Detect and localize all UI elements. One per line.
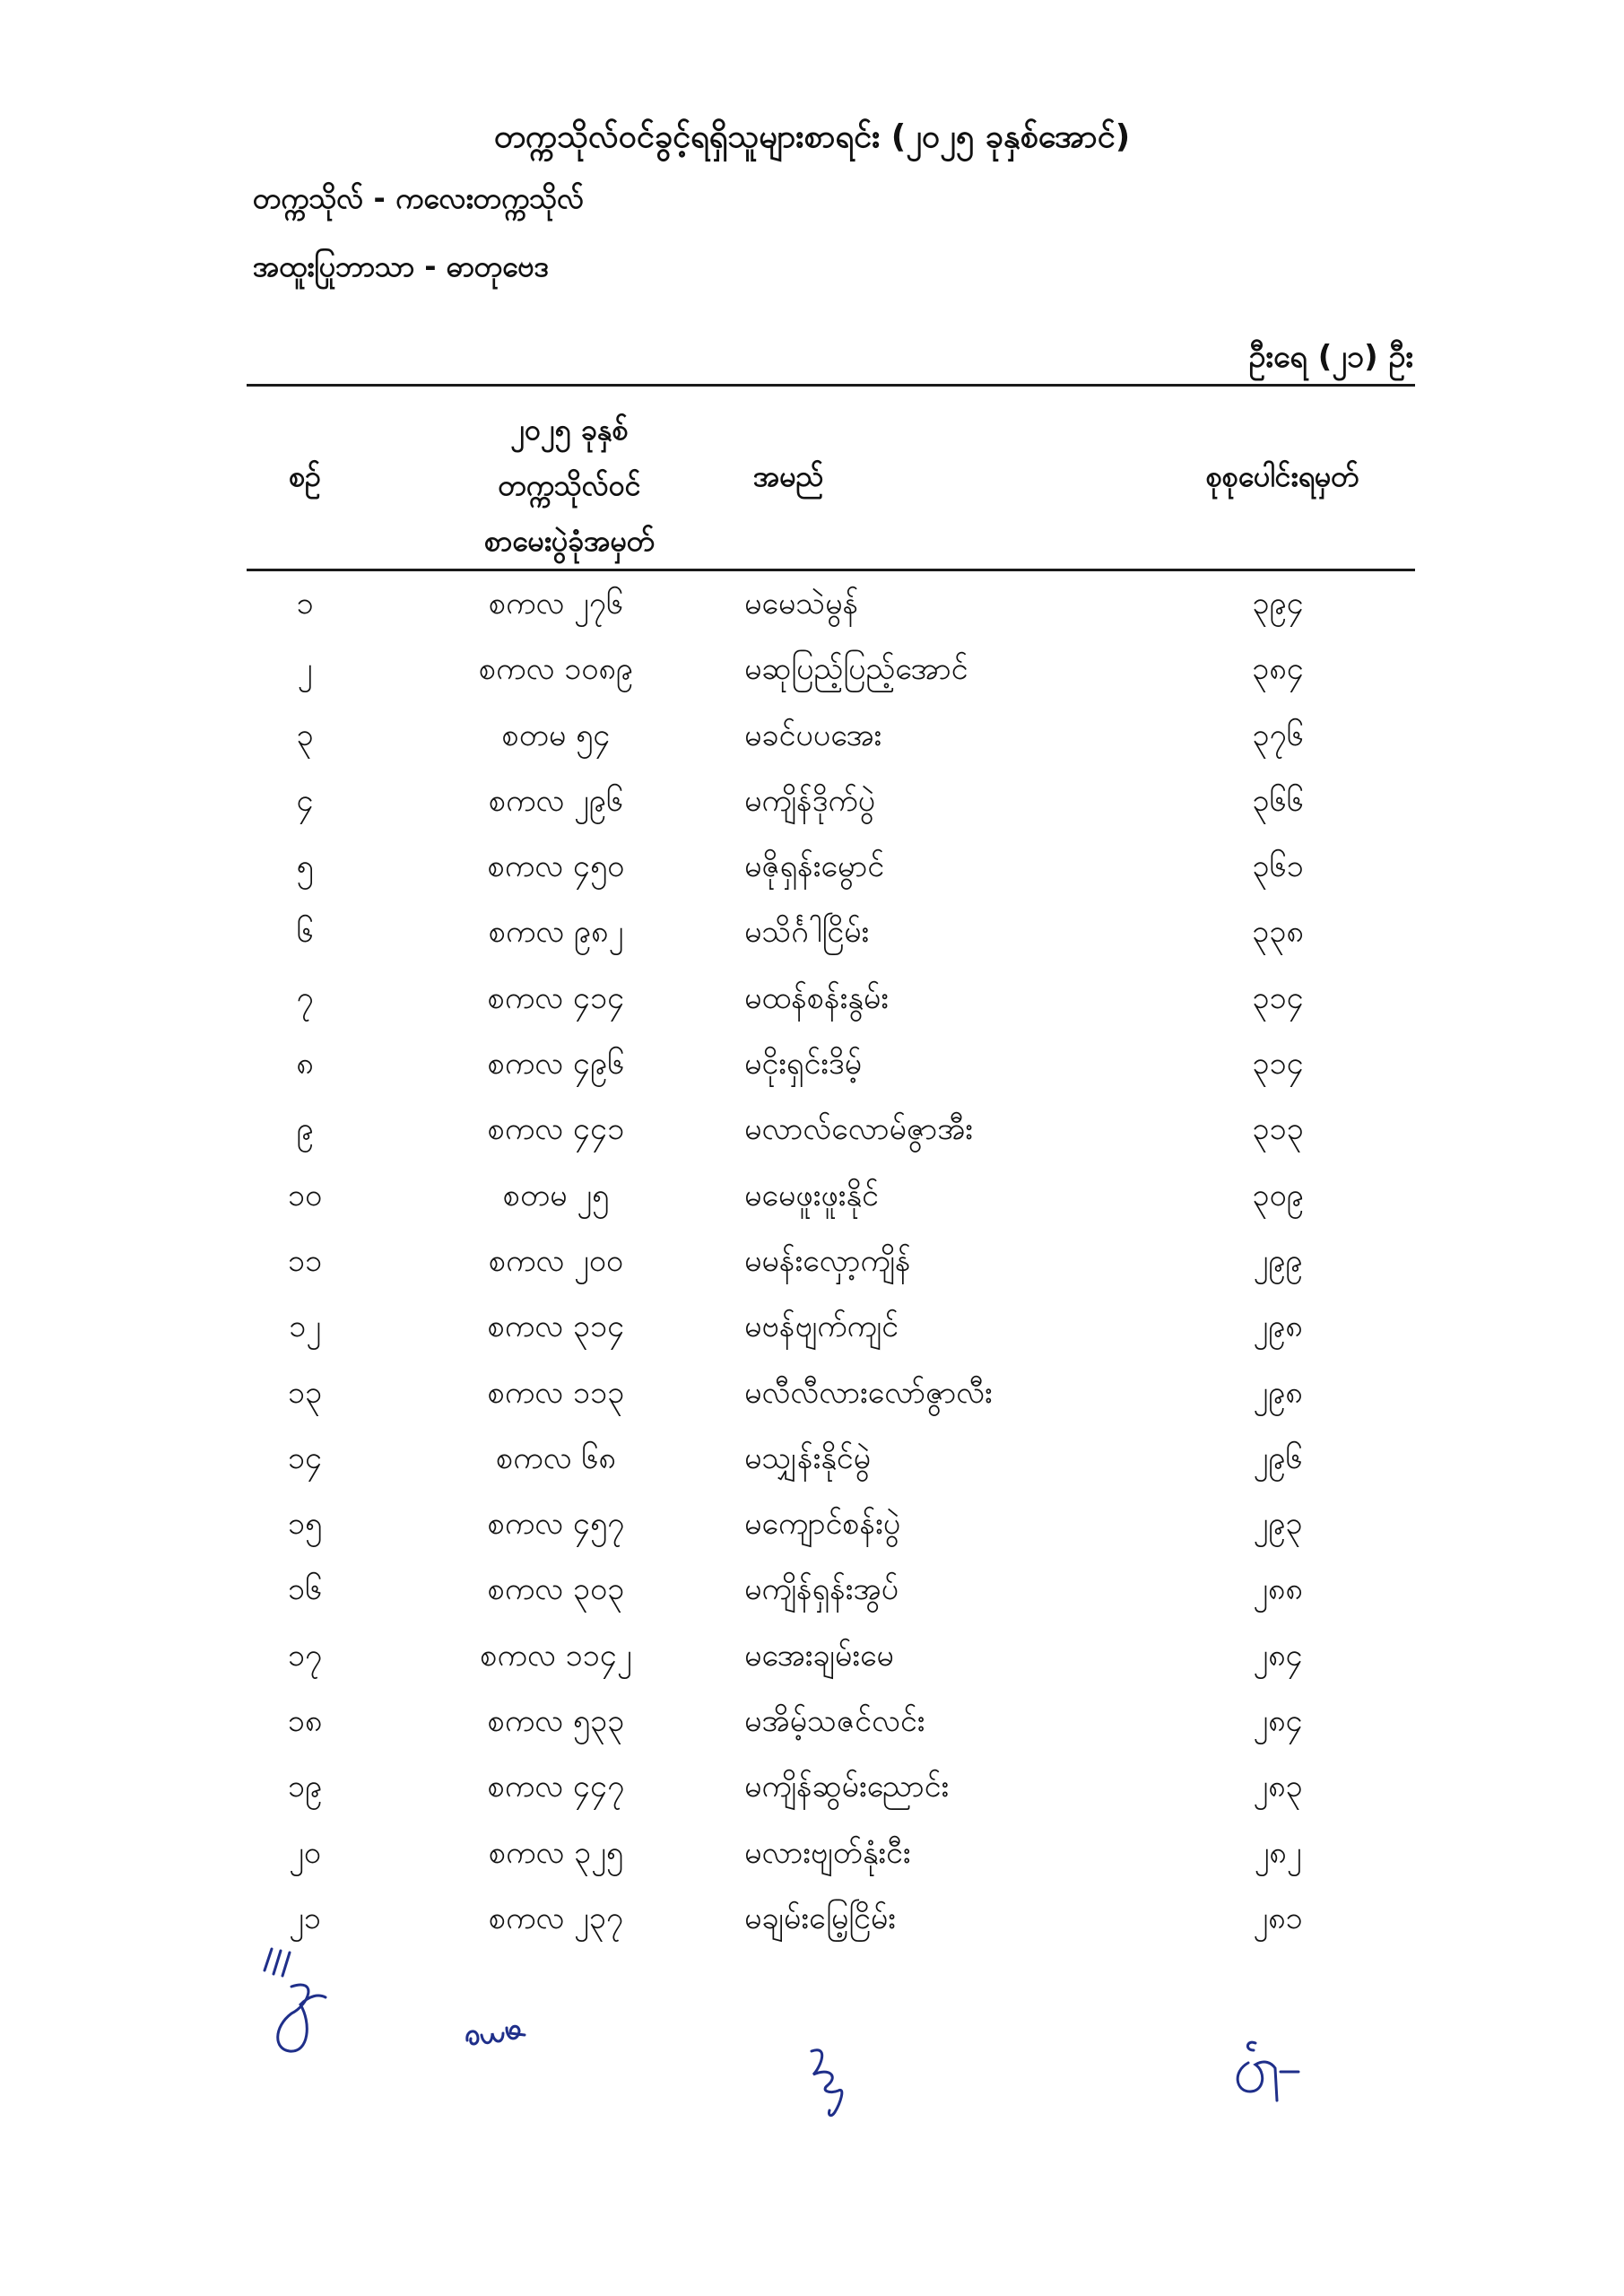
cell-serial: ၉ [296,1111,314,1148]
header-roll-line1: ၂၀၂၅ ခုနှစ် [510,413,629,447]
cell-roll-number: စကလ ၄၅၀ [487,848,625,885]
cell-roll-number: စကလ ၂၉၆ [488,782,624,819]
cell-roll-number: စကလ ၁၁၃ [487,1374,625,1411]
cell-roll-number: စကလ ၄၅၇ [487,1506,625,1543]
cell-name: မလာလ်လောမ်ဇွာအီး [744,1111,973,1148]
cell-roll-number: စကလ ၄၉၆ [487,1046,625,1083]
cell-name: မခင်ပပအေး [744,717,882,753]
cell-serial: ၁၈ [287,1703,323,1740]
cell-score: ၃၆၆ [1252,782,1304,819]
cell-score: ၂၈၄ [1253,1703,1303,1740]
cell-serial: ၃ [296,717,314,753]
cell-roll-number: စကလ ၄၄၇ [487,1769,625,1805]
header-roll-line3: စာမေးပွဲခုံအမှတ် [484,524,655,558]
table-row [0,1166,1624,1231]
cell-serial: ၁၄ [287,1439,323,1476]
signature-2 [462,2013,534,2054]
cell-name: မမန်းလှော့ကျိန် [744,1242,911,1279]
table-row [0,1692,1624,1757]
cell-score: ၃၁၃ [1252,1111,1304,1148]
signature-1 [256,1942,354,2058]
cell-score: ၃၈၄ [1252,651,1304,688]
header-name: အမည် [753,459,824,493]
cell-serial: ၂၀ [289,1834,321,1871]
cell-serial: ၁၅ [287,1506,323,1543]
header-serial: စဉ် [289,459,321,493]
cell-name: မလီလီလားလော်ဇွာလီး [744,1374,993,1411]
cell-roll-number: စကလ ၄၁၄ [487,979,625,1016]
cell-roll-number: စကလ ၂၃၇ [488,1900,624,1936]
cell-score: ၂၉၈ [1253,1374,1303,1411]
cell-roll-number: စကလ ၃၂၅ [488,1834,624,1871]
cell-serial: ၁ [296,586,314,622]
table-row [0,1889,1624,1954]
cell-score: ၂၈၈ [1253,1571,1303,1608]
cell-roll-number: စကလ ၃၁၄ [487,1309,625,1345]
table-row [0,969,1624,1034]
cell-serial: ၁၃ [287,1374,323,1411]
table-row [0,837,1624,902]
cell-name: မဗန်ဗျက်ကျင် [744,1309,899,1345]
cell-roll-number: စတမ ၂၅ [502,1177,610,1213]
cell-name: မကျိန်ရှန်းအွပ် [744,1571,899,1608]
cell-roll-number: စတမ ၅၄ [501,717,611,753]
cell-serial: ၅ [296,848,314,885]
total-count: ဦးရေ (၂၁) ဦး [1248,339,1413,375]
table-row [0,1034,1624,1100]
table-body [0,574,1624,1954]
signature-3 [803,2040,865,2121]
cell-serial: ၁၂ [289,1309,321,1345]
table-row [0,1757,1624,1822]
cell-score: ၂၈၁ [1253,1900,1303,1936]
cell-serial: ၁၆ [287,1571,323,1608]
cell-score: ၂၈၃ [1253,1769,1303,1805]
cell-roll-number: စကလ ၃၀၃ [487,1571,625,1608]
cell-serial: ၂၁ [289,1900,321,1936]
table-row [0,1231,1624,1297]
cell-score: ၃၇၆ [1252,717,1304,753]
header-roll-line2: တက္ကသိုလ်ဝင် [498,468,641,502]
cell-roll-number: စကလ ၂၇၆ [488,586,624,622]
cell-name: မသျှန်းနိုင်မွဲ [744,1439,872,1476]
table-row [0,574,1624,639]
cell-roll-number: စကလ ၁၁၄၂ [480,1637,632,1674]
cell-score: ၂၉၈ [1253,1309,1303,1345]
table-top-rule [247,384,1415,387]
table-row [0,1429,1624,1494]
cell-roll-number: စကလ ၂၀၀ [488,1242,624,1279]
cell-serial: ၄ [296,782,314,819]
cell-name: မသိင်္ဂါငြိမ်း [744,914,870,951]
cell-serial: ၆ [296,914,314,951]
table-row [0,1494,1624,1560]
cell-name: မလားဗျတ်နုံးငီး [744,1834,911,1871]
cell-serial: ၇ [296,979,314,1016]
university-label: တက္ကသိုလ် - ကလေးတက္ကသိုလ် [253,181,585,215]
cell-score: ၂၉၃ [1253,1506,1303,1543]
cell-name: မထန်စန်းနွမ်း [744,979,889,1016]
cell-roll-number: စကလ ၆၈ [496,1439,616,1476]
cell-score: ၃၉၄ [1252,586,1304,622]
cell-roll-number: စကလ ၉၈၂ [488,914,624,951]
table-row [0,1626,1624,1692]
subject-label: အထူးပြုဘာသာ - ဓာတုဗေဒ [253,249,550,283]
cell-score: ၂၈၂ [1254,1834,1302,1871]
header-total-score: စုစုပေါင်းရမှတ် [1205,459,1359,493]
cell-score: ၃၆၁ [1252,848,1304,885]
document-title: တက္ကသိုလ်ဝင်ခွင့်ရရှိသူများစာရင်း (၂၀၂၅ ခုနှစ်အောင်) [493,118,1131,155]
table-row [0,1100,1624,1165]
cell-name: မမေဖူးဖူးနိုင် [744,1177,879,1213]
table-row [0,1363,1624,1429]
table-header-rule [247,569,1415,571]
cell-name: မငိုးရှင်းဒိမ့် [744,1046,863,1083]
table-row [0,771,1624,837]
table-row [0,639,1624,705]
cell-serial: ၂ [297,651,313,688]
cell-name: မကျိန်ဒိုက်ပွဲ [744,782,876,819]
signature-4 [1229,2036,1309,2108]
table-row [0,1560,1624,1625]
cell-score: ၃၁၄ [1252,1046,1304,1083]
cell-roll-number: စကလ ၁၀၈၉ [479,651,633,688]
cell-name: မကျောင်စန်းပွဲ [744,1506,901,1543]
cell-name: မအေးချမ်းမေ [744,1637,894,1674]
cell-score: ၂၉၉ [1253,1242,1303,1279]
cell-score: ၂၉၆ [1253,1439,1303,1476]
cell-serial: ၁၉ [287,1769,323,1805]
table-row [0,1823,1624,1889]
cell-name: မမေသဲမွန် [744,586,859,622]
header-roll-number [413,402,726,569]
cell-name: မဆုပြည့်ပြည့်အောင် [744,651,968,688]
cell-score: ၂၈၄ [1253,1637,1303,1674]
cell-name: မကျိန်ဆွမ်းညောင်း [744,1769,950,1805]
cell-roll-number: စကလ ၄၄၁ [487,1111,625,1148]
table-row [0,902,1624,968]
cell-name: မဇိုရှန်းမွောင် [744,848,885,885]
cell-name: မအိမ့်သဇင်လင်း [744,1703,925,1740]
cell-serial: ၁၇ [287,1637,323,1674]
cell-serial: ၁၀ [287,1177,323,1213]
cell-score: ၃၀၉ [1252,1177,1304,1213]
cell-name: မချမ်းမြေ့ငြိမ်း [744,1900,896,1936]
cell-roll-number: စကလ ၅၃၃ [487,1703,625,1740]
table-row [0,1297,1624,1362]
cell-serial: ၈ [296,1046,314,1083]
cell-serial: ၁၁ [287,1242,323,1279]
cell-score: ၃၁၄ [1252,979,1304,1016]
table-row [0,706,1624,771]
cell-score: ၃၃၈ [1252,914,1304,951]
